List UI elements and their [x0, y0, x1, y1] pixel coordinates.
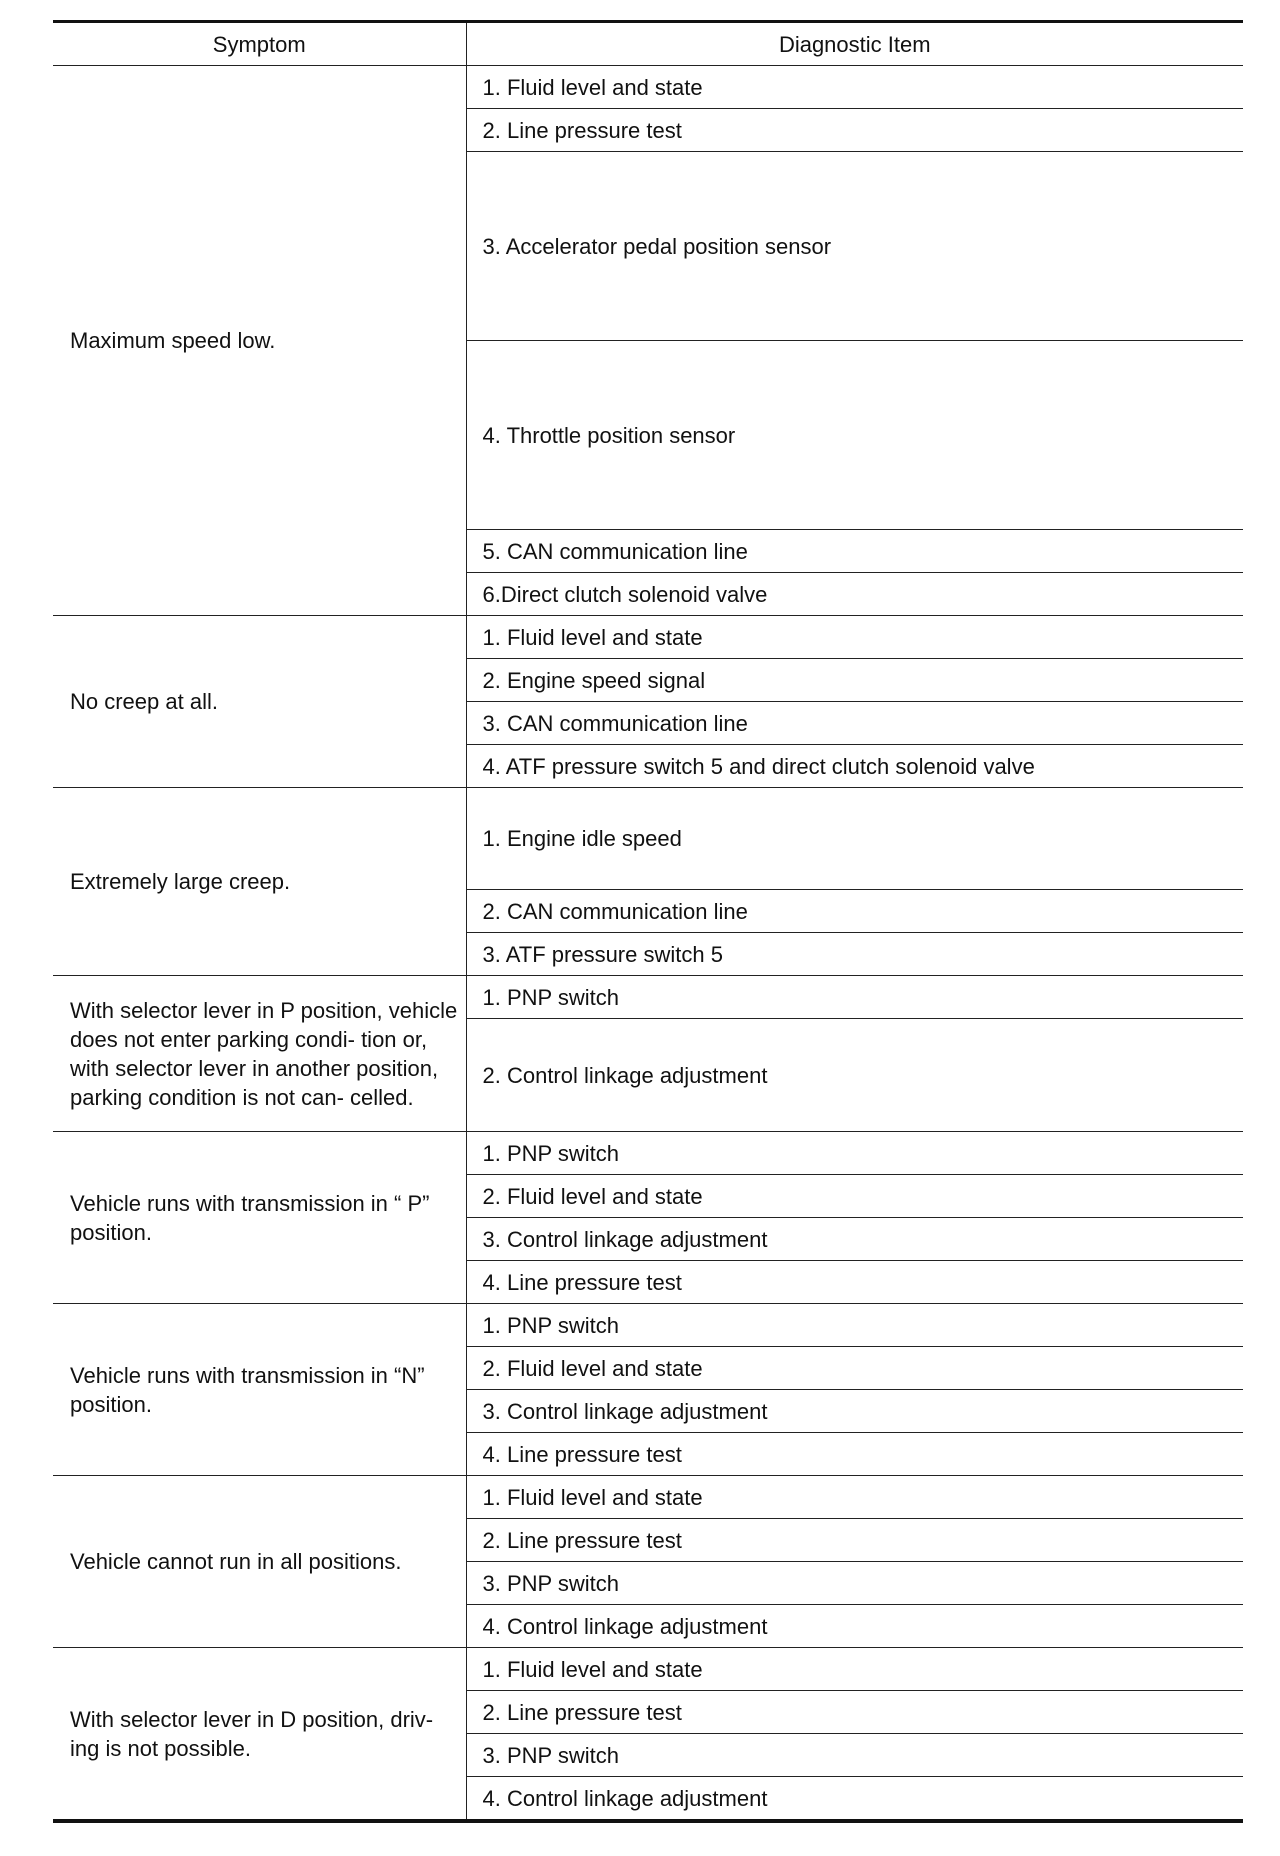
diagnostic-item-cell: 1. PNP switch: [466, 1132, 1243, 1175]
table-row: [53, 976, 1243, 1019]
diagnostic-item-cell: 2. Fluid level and state: [466, 1175, 1243, 1218]
diagnostic-item-cell: 3. PNP switch: [466, 1734, 1243, 1777]
table-row: [53, 788, 1243, 890]
symptom-cell: Maximum speed low.: [53, 66, 466, 616]
diagnostic-item-cell: 1. Fluid level and state: [466, 616, 1243, 659]
diagnostic-item-cell: 2. Line pressure test: [466, 1691, 1243, 1734]
symptom-cell: Vehicle runs with transmission in “ P” position.: [53, 1132, 466, 1304]
diagnostic-item-cell: 1. Engine idle speed: [466, 788, 1243, 890]
symptom-cell: With selector lever in D position, driv- ing is not possible.: [53, 1648, 466, 1822]
diagnostic-item-cell: 3. CAN communication line: [466, 702, 1243, 745]
diagnostic-item-cell: 3. PNP switch: [466, 1562, 1243, 1605]
diagnostic-item-cell: 2. Control linkage adjustment: [466, 1019, 1243, 1132]
table-row: [53, 1648, 1243, 1691]
diagnostic-item-cell: 5. CAN communication line: [466, 530, 1243, 573]
diagnostic-item-cell: 2. Engine speed signal: [466, 659, 1243, 702]
diagnostic-item-cell: 4. ATF pressure switch 5 and direct clutch solenoid valve: [466, 745, 1243, 788]
diagnostic-item-cell: 4. Control linkage adjustment: [466, 1605, 1243, 1648]
symptom-column-header: Symptom: [53, 22, 466, 66]
diagnostic-item-cell: 3. Control linkage adjustment: [466, 1390, 1243, 1433]
diagnostic-item-cell: 1. Fluid level and state: [466, 66, 1243, 109]
diagnostic-item-cell: 2. Line pressure test: [466, 1519, 1243, 1562]
table-row: [53, 616, 1243, 659]
diagnostic-table: [53, 20, 1243, 1823]
diagnostic-item-cell: 4. Throttle position sensor: [466, 341, 1243, 530]
diagnostic-item-cell: 6.Direct clutch solenoid valve: [466, 573, 1243, 616]
symptom-cell: Vehicle runs with transmission in “N” position.: [53, 1304, 466, 1476]
diagnostic-item-column-header: Diagnostic Item: [466, 22, 1243, 66]
diagnostic-item-cell: 2. CAN communication line: [466, 890, 1243, 933]
symptom-cell: Vehicle cannot run in all positions.: [53, 1476, 466, 1648]
diagnostic-item-cell: 1. Fluid level and state: [466, 1648, 1243, 1691]
table-row: [53, 66, 1243, 109]
diagnostic-item-cell: 1. PNP switch: [466, 1304, 1243, 1347]
table-row: [53, 1476, 1243, 1519]
table-row: [53, 1132, 1243, 1175]
diagnostic-item-cell: 3. Control linkage adjustment: [466, 1218, 1243, 1261]
diagnostic-item-cell: 3. ATF pressure switch 5: [466, 933, 1243, 976]
table-header-row: [53, 22, 1243, 66]
diagnostic-item-cell: 3. Accelerator pedal position sensor: [466, 152, 1243, 341]
table-row: [53, 1304, 1243, 1347]
diagnostic-item-cell: 1. Fluid level and state: [466, 1476, 1243, 1519]
diagnostic-item-cell: 4. Line pressure test: [466, 1433, 1243, 1476]
symptom-cell: Extremely large creep.: [53, 788, 466, 976]
diagnostic-item-cell: 4. Line pressure test: [466, 1261, 1243, 1304]
diagnostic-item-cell: 2. Line pressure test: [466, 109, 1243, 152]
diagnostic-item-cell: 2. Fluid level and state: [466, 1347, 1243, 1390]
symptom-cell: No creep at all.: [53, 616, 466, 788]
diagnostic-item-cell: 1. PNP switch: [466, 976, 1243, 1019]
symptom-cell: With selector lever in P position, vehicle does not enter parking condi- tion or, with selector lever in another position, parking condition is not can- celled.: [53, 976, 466, 1132]
diagnostic-item-cell: 4. Control linkage adjustment: [466, 1777, 1243, 1822]
